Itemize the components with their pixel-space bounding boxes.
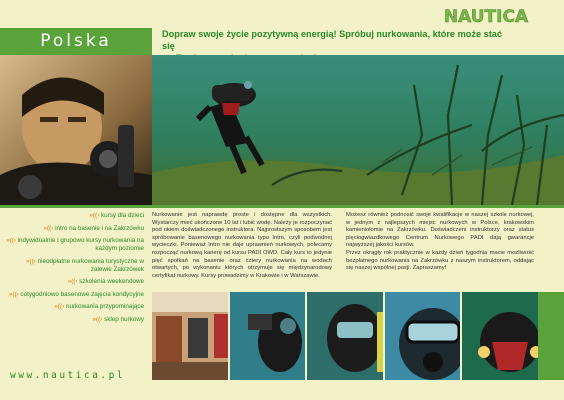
body-paragraph: Przez okrągły rok praktycznie w każdy dzień tygodnia macie możliwość bezpłatnego nurkowania na Zakrzówku z naszym instruktorem, oddając się naszej wspólnej pasji. Zapraszamy! (346, 249, 534, 272)
bullet-icon: »((› (43, 224, 54, 232)
offer-item[interactable] (4, 212, 144, 220)
offer-label: intro na basenie i na Zakrzówku (55, 224, 144, 232)
offer-label: kursy dla dzieci (100, 212, 144, 219)
nautica-logo (434, 6, 538, 26)
body-text-column-2 (346, 212, 534, 273)
bullet-icon: »((› (89, 212, 100, 219)
logo-wordmark (434, 6, 538, 26)
bullet-icon: »((› (26, 257, 36, 265)
diver-mask-photo (385, 292, 463, 380)
offer-label: cotygodniowo basenowe zajęcia kondycyjne (20, 290, 144, 298)
divider-strip (0, 205, 564, 208)
diver-lights-photo (462, 292, 538, 380)
offer-item[interactable] (4, 237, 144, 253)
offer-item[interactable] (4, 225, 144, 233)
dive-shop-photo (152, 292, 230, 380)
offer-label: nieodpłatne nurkowania turystyczne w zalewie Zakrzówek (37, 257, 144, 273)
photo-gallery (152, 292, 538, 380)
offer-item[interactable] (4, 303, 144, 311)
offer-item[interactable] (4, 258, 144, 274)
bullet-icon: »((› (92, 315, 103, 323)
bullet-icon: »((› (54, 303, 65, 310)
country-title: Polska (40, 31, 112, 51)
offer-item[interactable] (4, 278, 144, 286)
offers-list (4, 212, 144, 328)
offer-label: indywidualnie i grupowo kursy nurkowania na każdym poziomie (17, 237, 144, 252)
body-paragraph: Możesz również podnosić swoje kwalifikacje w naszej szkole nurkowej, w jednym z najlepszych miejsc nurkowych w Polsce, krakowskim kamieniołomie na Zakrzówku. Doświadczeni instruktorzy oraz status pięciogwiazdkowego Centrum Nurkowego PADI dają gwarancje najwyższej jakości kursów. (346, 212, 534, 249)
offer-item[interactable] (4, 291, 144, 299)
website-link[interactable]: www.nautica.pl (10, 370, 126, 381)
headline-line-1: Dopraw swoje życie pozytywną energią! Spróbuj nurkowania, które może stać się (162, 29, 503, 51)
gallery-side-band (538, 292, 564, 380)
body-text-column-1: Nurkowanie jest naprawdę proste i dostępne dla wszystkich. Wystarczy mieć ukończone 10 lat i lubić wodę. Należy je rozpoczynać pod okiem doświadczonego instruktora. Najprostszym sposobem jest spróbowanie basenowego nurkowania typu Intro, czyli podwodnej wycieczki. Ponieważ Intro nie daje uprawnień nurkowych, polecamy rozpocząć nurkową karierę od kursu PADI OWD. Cały kurs to jedynie pięć spotkań na basenie oraz cztery nurkowania na wodach otwartych, po wykonaniu których otrzymuje się międzynarodowy certyfikat nurkowy. Kursy prowadzimy w Krakowie i w Warszawie. (152, 212, 332, 279)
offer-label: szkolenia weekendowe (79, 278, 144, 285)
bullet-icon: »((› (8, 290, 19, 298)
offer-label: nurkowania przypominające (65, 303, 144, 310)
bullet-icon: »((› (6, 237, 16, 244)
underwater-diver-photo (152, 55, 564, 205)
logo-text: NAUTICA (443, 7, 529, 26)
camera-diver-photo (230, 292, 308, 380)
offer-item[interactable] (4, 316, 144, 324)
offer-label: sklep nurkowy (104, 315, 144, 323)
diver-portrait-photo (0, 55, 152, 205)
bullet-icon: »((› (67, 278, 78, 285)
smiling-diver-photo (307, 292, 385, 380)
